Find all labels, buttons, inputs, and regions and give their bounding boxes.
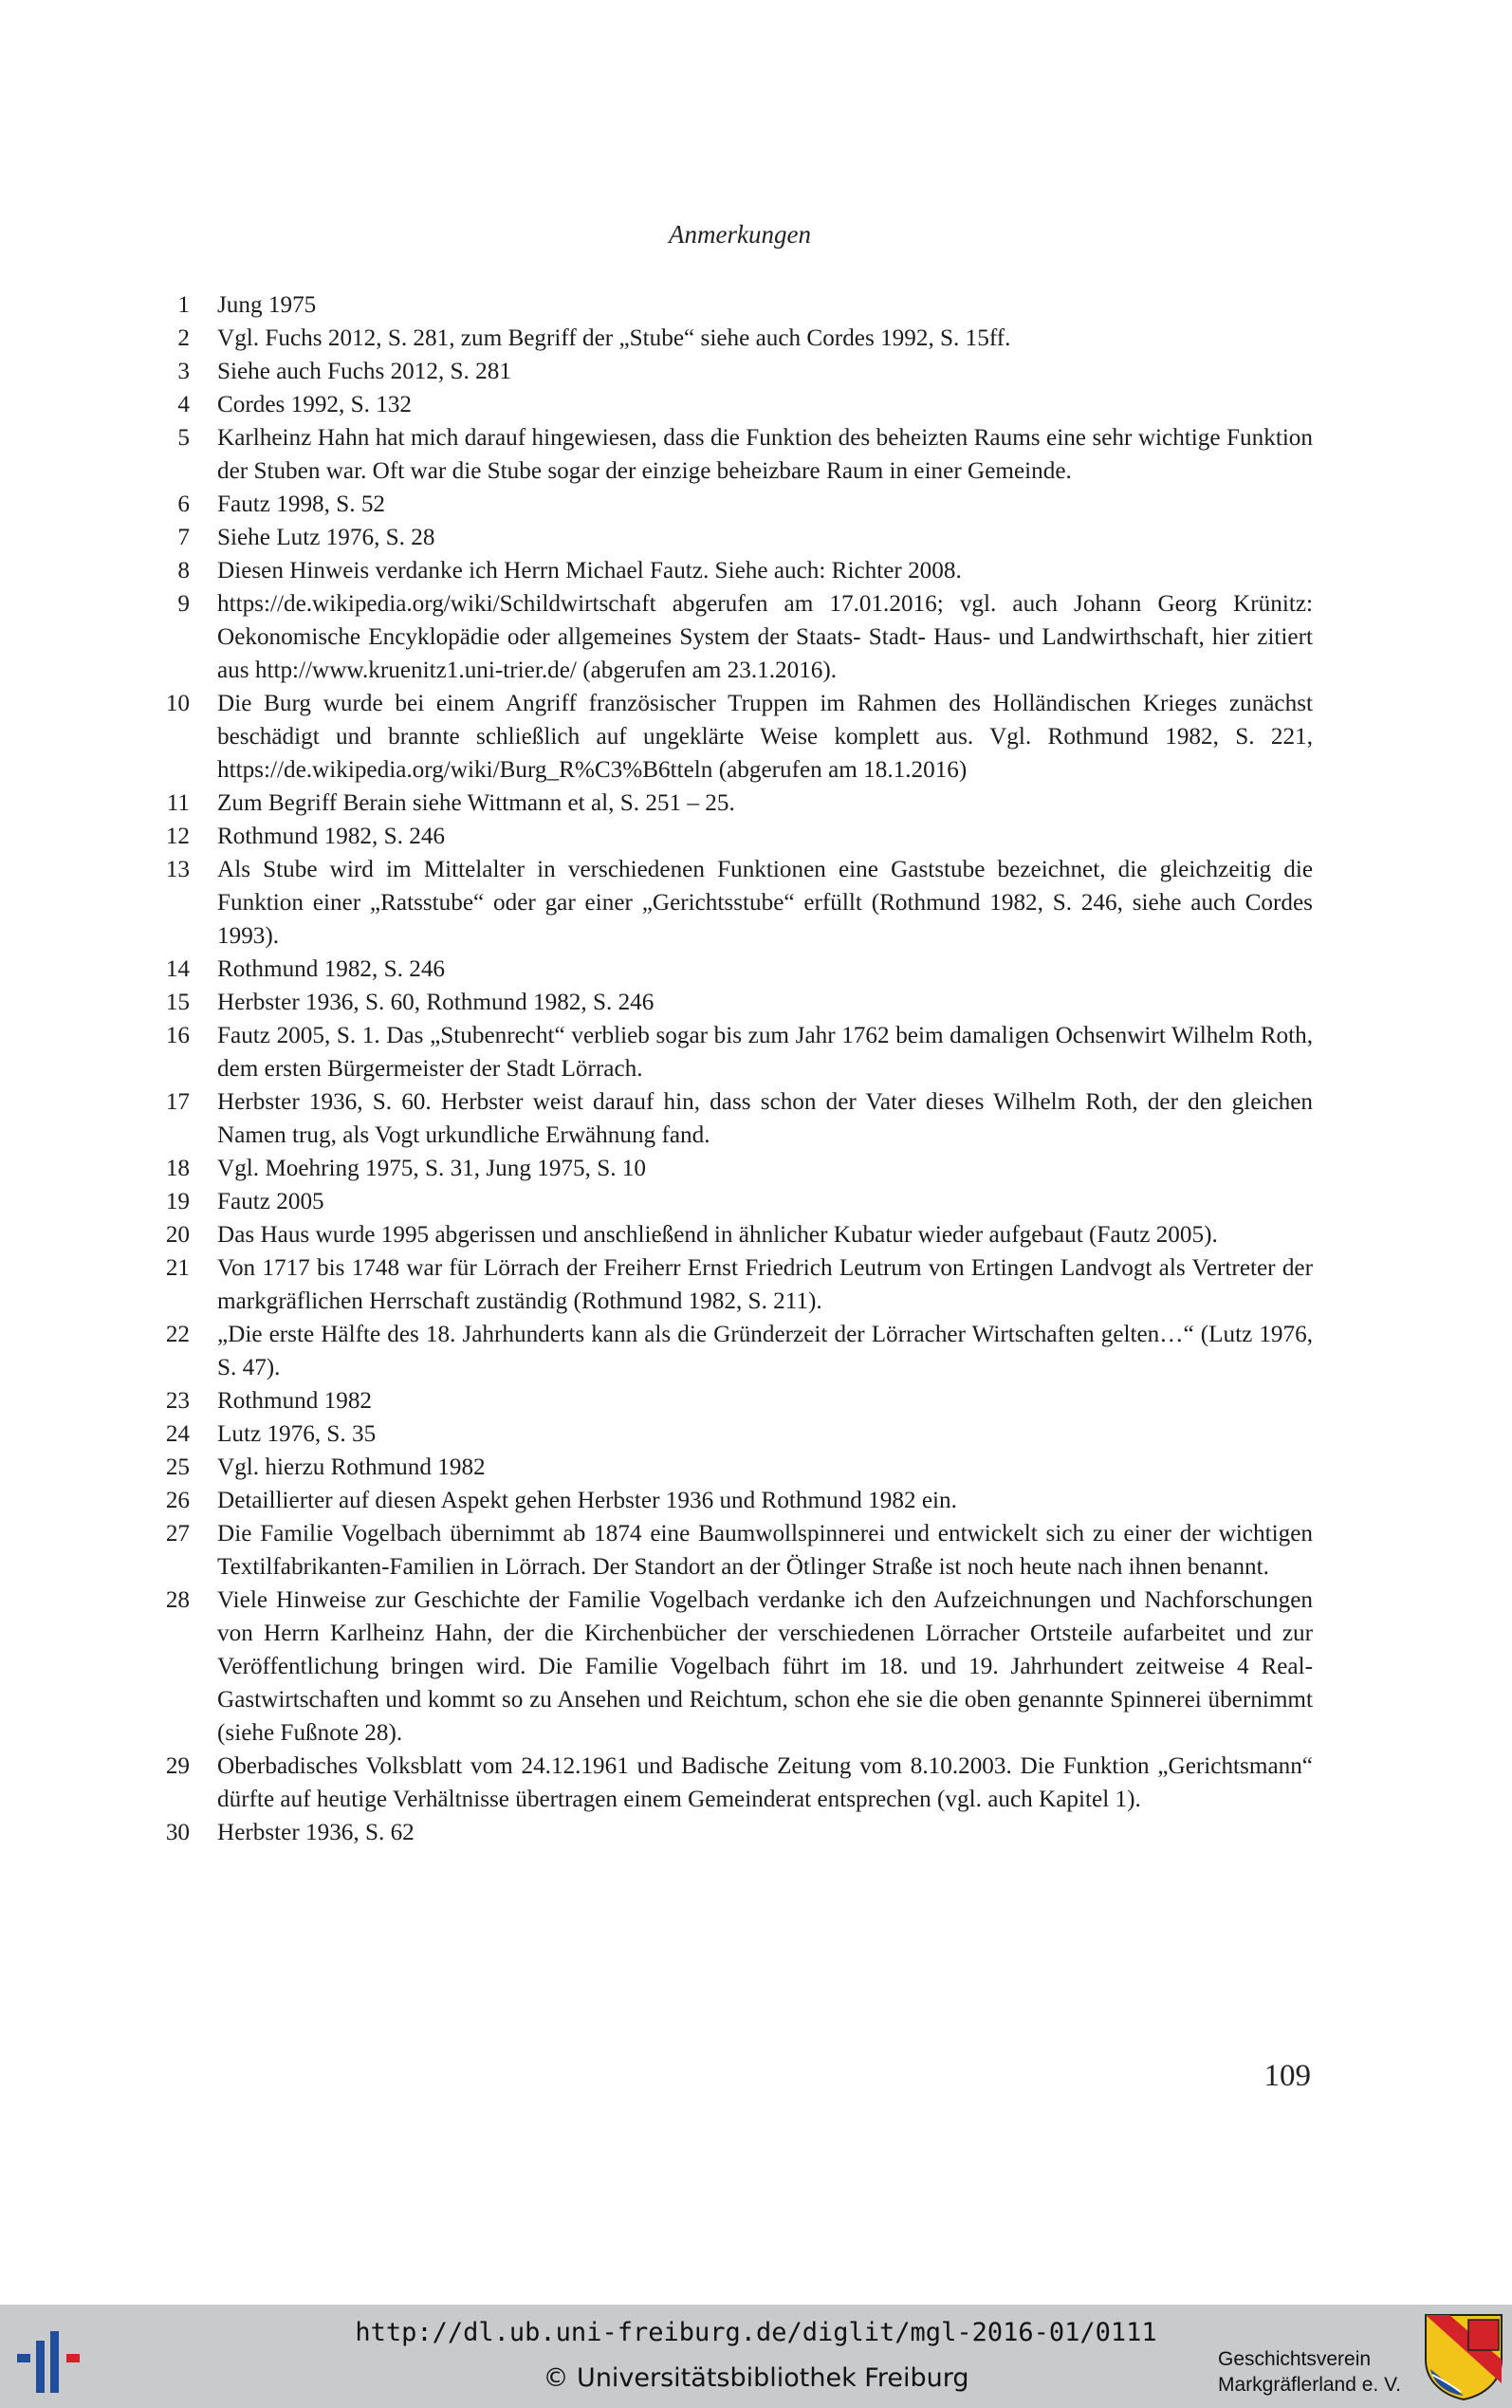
footnote-number: 18 — [165, 1156, 190, 1181]
society-name — [1218, 2346, 1401, 2398]
footnote-number: 20 — [165, 1222, 190, 1248]
footnote-number: 15 — [165, 990, 190, 1015]
footnote-14 — [163, 953, 1313, 986]
footnote-number: 1 — [177, 292, 190, 318]
footnote-text: „Die erste Hälfte des 18. Jahrhunderts kann als die Gründerzeit der Lörracher Wirtschaften gelten…“ (Lutz 1976, S. 47). — [217, 1322, 1313, 1380]
footnote-8 — [163, 554, 1313, 587]
footnote-text: Karlheinz Hahn hat mich darauf hingewiesen, dass die Funktion des beheizten Raums eine sehr wichtige Funktion der Stuben war. Oft war die Stube sogar der einzige beheizbare Raum in einer Gemeinde. — [217, 425, 1313, 484]
footnote-text: Vgl. hierzu Rothmund 1982 — [217, 1454, 486, 1480]
footnote-number: 5 — [177, 425, 190, 451]
document-url[interactable]: http://dl.ub.uni-freiburg.de/diglit/mgl-2016-01/0111 — [355, 2318, 1157, 2347]
society-name-line-1: Geschichtsverein — [1218, 2348, 1372, 2370]
footnote-16 — [163, 1019, 1313, 1085]
footnote-text: https://de.wikipedia.org/wiki/Schildwirtschaft abgerufen am 17.01.2016; vgl. auch Johann Georg Krünitz: Oekonomische Encyklopädie oder allgemeines System der Staats- Stadt- Haus- und Landwirthschaft, hier zitiert aus http://www.kruenitz1.uni-trier.de/ (abgerufen am 23.1.2016). — [217, 591, 1313, 683]
footnote-29 — [163, 1750, 1313, 1816]
footnote-28 — [163, 1584, 1313, 1750]
footnote-text: Siehe auch Fuchs 2012, S. 281 — [217, 359, 511, 384]
footnote-26 — [163, 1484, 1313, 1517]
footnote-number: 4 — [177, 392, 190, 417]
footnote-text: Fautz 1998, S. 52 — [217, 491, 386, 517]
footnote-17 — [163, 1085, 1313, 1152]
footnote-number: 7 — [177, 525, 190, 550]
footnote-text: Detaillierter auf diesen Aspekt gehen Herbster 1936 und Rothmund 1982 ein. — [217, 1488, 957, 1513]
footnote-number: 29 — [165, 1753, 190, 1779]
footnote-13 — [163, 853, 1313, 953]
footnote-number: 13 — [165, 857, 190, 882]
footnote-text: Diesen Hinweis verdanke ich Herrn Michael Fautz. Siehe auch: Richter 2008. — [217, 558, 962, 583]
footnote-text: Fautz 2005, S. 1. Das „Stubenrecht“ verblieb sogar bis zum Jahr 1762 beim damaligen Ochsenwirt Wilhelm Roth, dem ersten Bürgermeister der Stadt Lörrach. — [217, 1023, 1313, 1082]
footnote-text: Cordes 1992, S. 132 — [217, 392, 413, 417]
footnote-text: Das Haus wurde 1995 abgerissen und anschließend in ähnlicher Kubatur wieder aufgebaut (Fautz 2005). — [217, 1222, 1218, 1248]
footnote-number: 12 — [165, 824, 190, 849]
footnote-text: Rothmund 1982 — [217, 1388, 373, 1414]
footnote-number: 24 — [165, 1421, 190, 1447]
footnote-list — [163, 288, 1313, 1849]
footnote-text: Zum Begriff Berain siehe Wittmann et al, S. 251 – 25. — [217, 790, 735, 816]
page-number: 109 — [1263, 2059, 1311, 2093]
footnote-18 — [163, 1152, 1313, 1185]
footnote-text: Siehe Lutz 1976, S. 28 — [217, 525, 435, 550]
footnote-text: Vgl. Fuchs 2012, S. 281, zum Begriff der „Stube“ siehe auch Cordes 1992, S. 15ff. — [217, 325, 1011, 351]
footnote-7 — [163, 521, 1313, 554]
footnote-text: Jung 1975 — [217, 292, 317, 318]
footer-bar — [0, 2305, 1512, 2408]
footnote-2 — [163, 322, 1313, 355]
footnote-25 — [163, 1451, 1313, 1484]
footnote-30 — [163, 1816, 1313, 1849]
footnote-1 — [163, 288, 1313, 322]
footnote-text: Rothmund 1982, S. 246 — [217, 824, 446, 849]
footnote-27 — [163, 1517, 1313, 1584]
footnote-number: 3 — [177, 359, 190, 384]
footnote-number: 9 — [177, 591, 190, 617]
footnote-9 — [163, 587, 1313, 687]
footnote-22 — [163, 1318, 1313, 1384]
footnote-number: 21 — [165, 1255, 190, 1281]
footnote-text: Die Burg wurde bei einem Angriff französischer Truppen im Rahmen des Holländischen Krieges zunächst beschädigt und brannte schließlich auf ungeklärte Weise komplett aus. Vgl. Rothmund 1982, S. 221, https://de.wikipedia.org/wiki/Burg_R%C3%B6tteln (abgerufen am 18.1.2016) — [217, 691, 1313, 783]
footnote-number: 10 — [165, 691, 190, 716]
footnote-20 — [163, 1218, 1313, 1251]
footnote-3 — [163, 355, 1313, 388]
footnote-number: 14 — [165, 956, 190, 982]
footnote-number: 23 — [165, 1388, 190, 1414]
footnote-number: 27 — [165, 1521, 190, 1547]
footnote-12 — [163, 820, 1313, 853]
footnote-6 — [163, 488, 1313, 521]
footnote-number: 17 — [165, 1089, 190, 1115]
footnote-text: Von 1717 bis 1748 war für Lörrach der Freiherr Ernst Friedrich Leutrum von Ertingen Landvogt als Vertreter der markgräflichen Herrschaft zuständig (Rothmund 1982, S. 211). — [217, 1255, 1313, 1314]
footnote-text: Die Familie Vogelbach übernimmt ab 1874 eine Baumwollspinnerei und entwickelt sich zu einer der wichtigen Textilfabrikanten-Familien in Lörrach. Der Standort an der Ötlinger Straße ist noch heute nach ihnen benannt. — [217, 1521, 1313, 1580]
footnote-21 — [163, 1251, 1313, 1318]
footnote-number: 11 — [166, 790, 190, 816]
footnote-number: 30 — [165, 1820, 190, 1845]
footnote-15 — [163, 986, 1313, 1019]
footnote-text: Rothmund 1982, S. 246 — [217, 956, 446, 982]
footnote-number: 25 — [165, 1454, 190, 1480]
footnote-number: 6 — [177, 491, 190, 517]
society-name-line-2: Markgräflerland e. V. — [1218, 2374, 1401, 2396]
copyright-text: © Universitätsbibliothek Freiburg — [543, 2363, 969, 2393]
footnote-text: Herbster 1936, S. 62 — [217, 1820, 415, 1845]
footnote-10 — [163, 687, 1313, 787]
footnote-text: Herbster 1936, S. 60, Rothmund 1982, S. 246 — [217, 990, 655, 1015]
footnote-text: Oberbadisches Volksblatt vom 24.12.1961 und Badische Zeitung vom 8.10.2003. Die Funktion „Gerichtsmann“ dürfte auf heutige Verhältnisse übertragen einem Gemeinderat entsprechen (vgl. auch Kapitel 1). — [217, 1753, 1313, 1812]
footnote-5 — [163, 421, 1313, 488]
footnote-number: 28 — [165, 1587, 190, 1613]
footnote-24 — [163, 1417, 1313, 1451]
page-heading: Anmerkungen — [669, 220, 811, 249]
footnote-text: Fautz 2005 — [217, 1189, 324, 1214]
footnote-text: Lutz 1976, S. 35 — [217, 1421, 377, 1447]
footnote-23 — [163, 1384, 1313, 1417]
footnote-number: 26 — [165, 1488, 190, 1513]
footnote-text: Viele Hinweise zur Geschichte der Familie Vogelbach verdanke ich den Aufzeichnungen und Nachforschungen von Herrn Karlheinz Hahn, der die Kirchenbücher der verschiedenen Lörracher Ortsteile aufarbeitet und zur Veröffentlichung bringen wird. Die Familie Vogelbach führt im 18. und 19. Jahrhundert zeitweise 4 Real-Gastwirtschaften und kommt so zu Ansehen und Reichtum, schon ehe sie die oben genannte Spinnerei übernimmt (siehe Fußnote 28). — [217, 1587, 1313, 1746]
footnote-4 — [163, 388, 1313, 421]
footnote-19 — [163, 1185, 1313, 1218]
footnote-text: Herbster 1936, S. 60. Herbster weist darauf hin, dass schon der Vater dieses Wilhelm Roth, der den gleichen Namen trug, als Vogt urkundliche Erwähnung fand. — [217, 1089, 1313, 1148]
footnote-number: 22 — [165, 1322, 190, 1347]
footnote-text: Vgl. Moehring 1975, S. 31, Jung 1975, S. 10 — [217, 1156, 646, 1181]
footnote-number: 19 — [165, 1189, 190, 1214]
footnote-number: 8 — [177, 558, 190, 583]
footnote-number: 16 — [165, 1023, 190, 1048]
coat-of-arms-icon — [1423, 2312, 1504, 2401]
footnote-number: 2 — [177, 325, 190, 351]
footnote-11 — [163, 787, 1313, 820]
footnote-text: Als Stube wird im Mittelalter in verschiedenen Funktionen eine Gaststube bezeichnet, die gleichzeitig die Funktion einer „Ratsstube“ oder gar einer „Gerichtsstube“ erfüllt (Rothmund 1982, S. 246, siehe auch Cordes 1993). — [217, 857, 1313, 949]
